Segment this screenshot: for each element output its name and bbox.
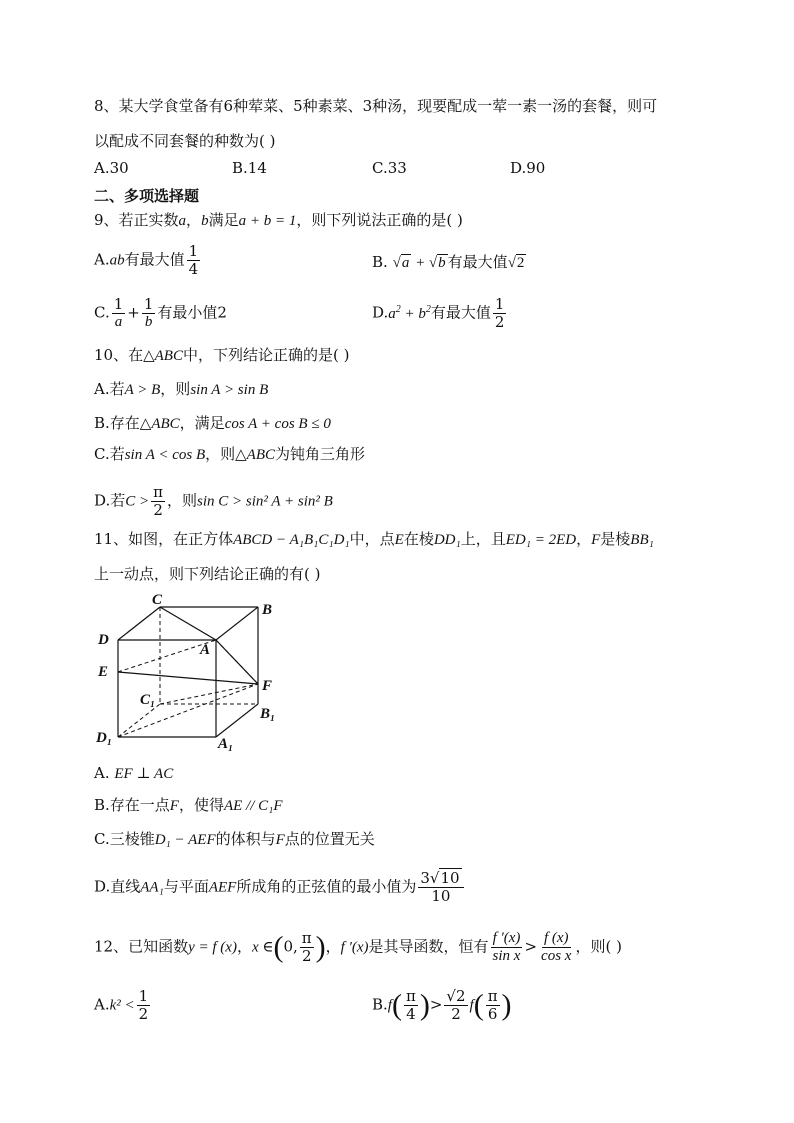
section-heading: 二、多项选择题 bbox=[94, 187, 200, 205]
q9-c-text: 有最小值2 bbox=[157, 303, 227, 322]
q10-d-label: D.若 bbox=[94, 491, 126, 510]
q9-d-text: 有最大值 bbox=[430, 303, 491, 322]
q10-b-label: B.存在 bbox=[94, 414, 140, 432]
fig-label-c: C bbox=[152, 592, 163, 608]
q9-var-a: a bbox=[178, 213, 187, 229]
q11-s4: 上，且 bbox=[460, 530, 506, 548]
q11-b-text: ，使得 bbox=[178, 796, 224, 814]
q11-c-text2: 点的位置无关 bbox=[284, 830, 375, 848]
q11-point-e: E bbox=[394, 532, 404, 548]
q10-triangle: △ABC bbox=[143, 348, 183, 364]
q10-a-label: A.若 bbox=[94, 380, 125, 398]
q12-int-lo: 0, bbox=[283, 937, 298, 956]
q12-b-f2: f bbox=[469, 997, 474, 1014]
q9-condition: a + b = 1 bbox=[238, 213, 297, 229]
q10-c-label: C.若 bbox=[94, 445, 125, 463]
q10-c-cond: sin A < cos B bbox=[124, 447, 206, 463]
q9-option-b bbox=[372, 252, 526, 273]
q9-stem bbox=[94, 210, 463, 231]
q9-b-text: 有最大值 bbox=[447, 253, 508, 271]
q11-s2: 中，点 bbox=[349, 530, 395, 548]
q9-d-label: D. bbox=[372, 303, 389, 322]
q8-option-b: B.14 bbox=[232, 159, 267, 177]
q11-c-pyramid: D₁ − AEF bbox=[154, 832, 216, 848]
q12-stem bbox=[94, 930, 622, 965]
q12-b-f1: f bbox=[387, 997, 392, 1014]
q11-c-text: 的体积与 bbox=[215, 830, 276, 848]
q10-a-cond: A > B bbox=[124, 382, 161, 398]
q11-d-plane: AEF bbox=[208, 879, 237, 896]
fig-label-d1: D₁ bbox=[96, 730, 113, 746]
q12-derivative: f ′(x) bbox=[340, 939, 369, 956]
fig-label-e: E bbox=[98, 664, 109, 680]
q11-d-text: 与平面 bbox=[163, 877, 209, 896]
q11-edge-bb1: BB₁ bbox=[630, 532, 654, 548]
q10-option-c bbox=[94, 444, 365, 465]
q12-paren-open: ( bbox=[273, 930, 284, 964]
q12-b-label: B. bbox=[372, 995, 388, 1014]
q9-option-a bbox=[94, 243, 202, 278]
q9-var-b: b bbox=[201, 213, 209, 229]
q10-d-result: sin C > sin² A + sin² B bbox=[197, 493, 333, 510]
q10-c-triangle: △ABC bbox=[235, 447, 276, 463]
q10-stem bbox=[94, 345, 349, 366]
q12-s2: ， bbox=[236, 937, 252, 956]
q11-stem bbox=[94, 529, 654, 550]
q11-stem-line2: 上一动点，则下列结论正确的有( ) bbox=[94, 565, 321, 583]
q9-c-frac2: $\frac{1}{b}$ bbox=[143, 295, 154, 330]
q11-point-f: F bbox=[591, 532, 601, 548]
fig-label-f: F bbox=[262, 678, 273, 694]
q12-right-frac: $\frac{f (x)}{\text{cos x}}$ bbox=[541, 930, 572, 964]
q9-c-frac1: $\frac{1}{a}$ bbox=[113, 295, 124, 330]
q12-a-fraction: $\frac{1}{2}$ bbox=[138, 987, 149, 1023]
q12-paren-close: ) bbox=[315, 930, 326, 964]
q9-b-expr: √a + √b bbox=[392, 255, 446, 271]
q12-gt: > bbox=[524, 937, 538, 956]
q9-stem-text: 9、若正实数 bbox=[94, 211, 179, 229]
q12-b-gt: > bbox=[429, 995, 443, 1014]
q12-a-label: A. bbox=[94, 995, 110, 1014]
q10-option-a bbox=[94, 379, 268, 400]
q12-b-arg2: $\frac{\pi}{6}$ bbox=[487, 987, 498, 1023]
q10-a-then: ，则 bbox=[160, 380, 191, 398]
q11-a-expr: EF ⊥ AC bbox=[114, 766, 174, 782]
q9-a-fraction: $\frac{1}{4}$ bbox=[188, 242, 199, 278]
q8-line1: 8、某大学食堂备有6种荤菜、5种素菜、3种汤，现要配成一荤一素一汤的套餐，则可 bbox=[94, 97, 658, 115]
q11-cube: ABCD − A₁B₁C₁D₁ bbox=[233, 532, 350, 548]
q11-option-b bbox=[94, 795, 283, 816]
q10-stem-a: 10、在 bbox=[94, 346, 144, 364]
q9-b-value: √2 bbox=[507, 255, 525, 271]
q9-stem-tail: ，则下列说法正确的是( ) bbox=[296, 211, 463, 229]
q11-c-label: C.三棱锥 bbox=[94, 830, 155, 848]
q8-line2: 以配成不同套餐的种数为( ) bbox=[94, 132, 276, 150]
q11-d-fraction: $\frac{3√10}{10}$ bbox=[418, 870, 463, 905]
q11-b-point: F bbox=[169, 798, 179, 814]
fig-label-b: B bbox=[262, 602, 273, 618]
q12-int-hi: $\frac{\pi}{2}$ bbox=[301, 929, 312, 965]
q12-left-frac: $\frac{f '(x)}{\text{sin x}}$ bbox=[492, 930, 521, 964]
q11-ratio: ED₁ = 2ED bbox=[505, 532, 577, 548]
q9-satisfy: 满足 bbox=[208, 211, 239, 229]
q9-c-label: C. bbox=[94, 303, 110, 322]
q10-option-b bbox=[94, 413, 331, 434]
q10-c-then: ，则 bbox=[205, 445, 236, 463]
q12-s4: 是其导函数，恒有 bbox=[368, 937, 489, 956]
q11-d-label: D.直线 bbox=[94, 877, 141, 896]
q10-b-satisfy: ，满足 bbox=[179, 414, 225, 432]
q12-s1: 12、已知函数 bbox=[94, 937, 189, 956]
q11-option-c bbox=[94, 829, 375, 850]
fig-label-a: A bbox=[200, 642, 211, 658]
q11-cube-figure bbox=[90, 592, 290, 752]
q12-s5: ，则( ) bbox=[575, 937, 622, 956]
q9-d-fraction: $\frac{1}{2}$ bbox=[494, 295, 505, 331]
q8-option-c: C.33 bbox=[372, 159, 407, 177]
q9-comma: ， bbox=[186, 211, 202, 229]
fig-label-d: D bbox=[98, 632, 109, 648]
q9-a-expr: ab bbox=[109, 252, 125, 269]
q10-option-d bbox=[94, 484, 333, 519]
q9-option-c bbox=[94, 296, 227, 331]
q11-b-label: B.存在一点 bbox=[94, 796, 170, 814]
q12-b-coef: $\frac{√2}{2}$ bbox=[446, 987, 466, 1023]
q8-option-a: A.30 bbox=[94, 159, 129, 177]
q11-option-a bbox=[94, 763, 173, 784]
q9-c-plus: + bbox=[127, 303, 140, 322]
q11-s5: ， bbox=[576, 530, 592, 548]
q12-option-a bbox=[94, 988, 152, 1023]
q11-s3: 在棱 bbox=[403, 530, 434, 548]
q9-a-label: A. bbox=[94, 250, 110, 269]
q11-a-label: A. bbox=[94, 764, 110, 782]
q11-d-line: AA₁ bbox=[140, 879, 164, 896]
q11-edge-dd1: DD₁ bbox=[433, 532, 461, 548]
q12-s3: ， bbox=[325, 937, 341, 956]
q12-func: y = f (x) bbox=[188, 939, 237, 956]
q10-d-fraction: $\frac{\pi}{2}$ bbox=[153, 483, 164, 519]
q11-d-text2: 所成角的正弦值的最小值为 bbox=[236, 877, 417, 896]
q9-a-text: 有最大值 bbox=[124, 250, 185, 269]
q11-s1: 11、如图，在正方体 bbox=[94, 530, 234, 548]
q10-d-cond: C > bbox=[125, 493, 150, 510]
fig-label-a1: A₁ bbox=[218, 736, 234, 752]
q11-s6: 是棱 bbox=[600, 530, 631, 548]
q10-d-then: ，则 bbox=[167, 491, 198, 510]
fig-label-b1: B₁ bbox=[260, 706, 276, 722]
q12-option-b: B.f( $\frac{\pi}{4}$ )> $\frac{√2}{2}$ f( $\frac{\pi}{6}$ ) bbox=[372, 987, 512, 1023]
q12-domain: x ∈ bbox=[251, 939, 274, 956]
q12-b-arg1: $\frac{\pi}{4}$ bbox=[405, 987, 416, 1023]
q9-b-label: B. bbox=[372, 253, 388, 271]
q10-a-result: sin A > sin B bbox=[190, 382, 269, 398]
q10-b-triangle: △ABC bbox=[139, 416, 180, 432]
q9-d-expr: $a^2 + b^2$ bbox=[388, 303, 431, 322]
q10-c-text: 为钝角三角形 bbox=[275, 445, 366, 463]
q11-option-d bbox=[94, 870, 466, 905]
q10-b-cond: cos A + cos B ≤ 0 bbox=[224, 416, 331, 432]
q10-stem-c: 中，下列结论正确的是( ) bbox=[182, 346, 350, 364]
q11-b-expr: AE // C₁F bbox=[223, 798, 283, 814]
q11-c-point: F bbox=[275, 832, 285, 848]
q8-option-d: D.90 bbox=[510, 159, 546, 177]
fig-label-c1: C₁ bbox=[140, 692, 156, 708]
q9-option-d bbox=[372, 296, 508, 331]
q12-a-expr: k² < bbox=[109, 997, 135, 1014]
